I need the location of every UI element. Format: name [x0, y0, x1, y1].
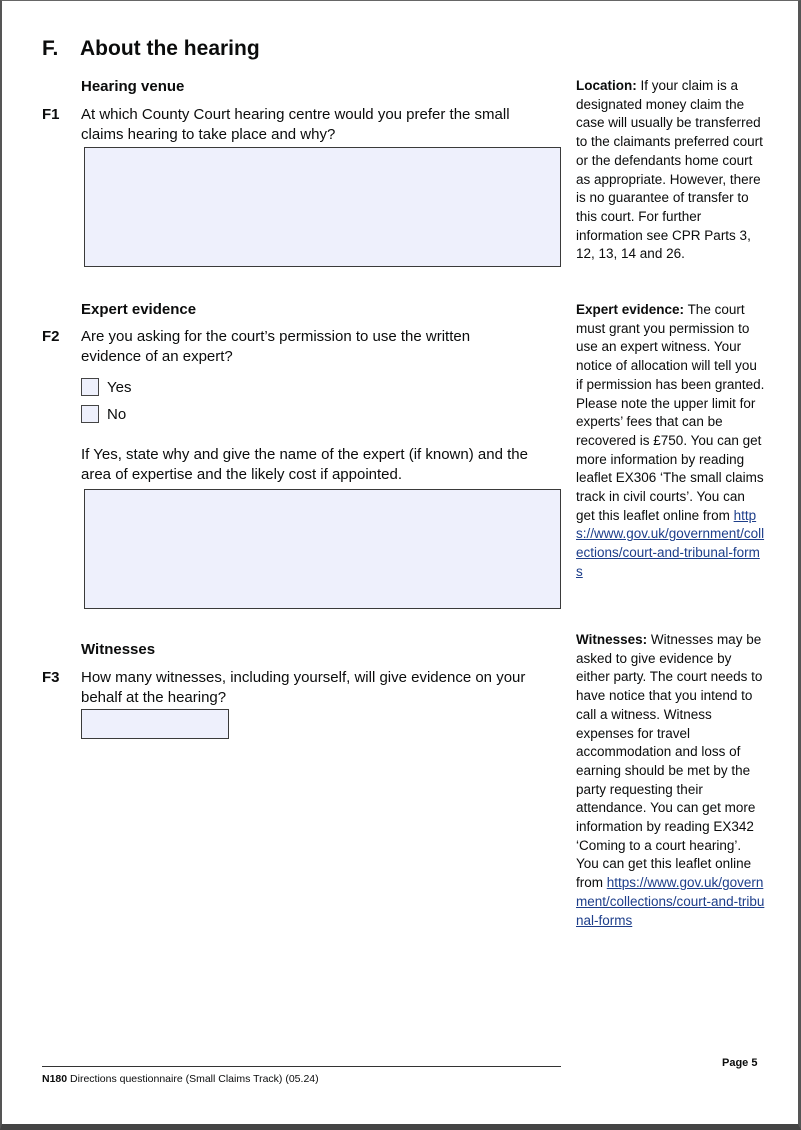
- witness-count-field[interactable]: [81, 709, 229, 739]
- witness-note-label: Witnesses:: [576, 632, 648, 647]
- yes-checkbox[interactable]: [81, 378, 99, 396]
- question-f3-line2: behalf at the hearing?: [81, 689, 227, 706]
- expert-note-link[interactable]: https://www.gov.uk/government/collections/court-and-tribunal-forms: [576, 507, 765, 579]
- option-no[interactable]: [81, 405, 126, 423]
- witness-note: [576, 631, 766, 930]
- hearing-centre-field[interactable]: [84, 147, 561, 267]
- question-number-f3: F3: [42, 669, 60, 686]
- page-number: Page 5: [722, 1057, 758, 1069]
- yes-label: Yes: [107, 378, 132, 396]
- no-checkbox[interactable]: [81, 405, 99, 423]
- question-f2: [81, 327, 561, 367]
- question-f2-line2: evidence of an expert?: [81, 348, 233, 365]
- expert-evidence-heading: Expert evidence: [81, 301, 197, 318]
- expert-note: [576, 301, 766, 582]
- question-f2-line1: Are you asking for the court’s permission to use the written: [81, 328, 471, 345]
- expert-followup-question: [81, 445, 571, 485]
- no-label: No: [107, 405, 127, 423]
- section-letter: F.: [42, 37, 59, 60]
- question-f1-line1: At which County Court hearing centre would you prefer the small: [81, 106, 510, 123]
- witnesses-heading: Witnesses: [81, 641, 156, 658]
- question-number-f2: F2: [42, 328, 60, 345]
- question-f1: [81, 105, 561, 145]
- witness-note-link[interactable]: https://www.gov.uk/government/collections/court-and-tribunal-forms: [576, 875, 765, 928]
- question-f3: [81, 668, 561, 708]
- footer-divider: [42, 1066, 561, 1067]
- option-yes[interactable]: [81, 378, 131, 396]
- expert-note-label: Expert evidence:: [576, 302, 685, 317]
- location-note: [576, 77, 766, 264]
- witness-note-text: Witnesses may be asked to give evidence by either party. The court needs to have notice that you intend to call a witness. Witness expenses for travel accommodation and loss of earning should be met by the party requesting their attendance. You can get more information by reading EX342 ‘Coming to a court hearing’. You can get this leaflet online from: [576, 632, 763, 891]
- expert-details-field[interactable]: [84, 489, 561, 609]
- expert-note-text: The court must grant you permission to use an expert witness. Your notice of allocation will tell you if permission has been granted. Please note the upper limit for experts’ fees that can be recovered is £750. You can get more information by reading leaflet EX306 ‘The small claims track in civil courts’. You can get this leaflet online from: [576, 302, 765, 523]
- question-number-f1: F1: [42, 106, 60, 123]
- form-name: Directions questionnaire (Small Claims Track) (05.24): [70, 1073, 319, 1085]
- form-code: N180: [42, 1073, 68, 1085]
- form-footer: [42, 1073, 319, 1085]
- section-heading: About the hearing: [80, 37, 260, 60]
- section-title: [42, 37, 260, 61]
- location-note-label: Location:: [576, 78, 637, 93]
- expert-followup-line2: area of expertise and the likely cost if appointed.: [81, 466, 403, 483]
- question-f1-line2: claims hearing to take place and why?: [81, 126, 336, 143]
- location-note-text: If your claim is a designated money claim the case will usually be transferred to the claimants preferred court or the defendants home court as appropriate. However, there is no guarantee of transfer to this court. For further information see CPR Parts 3, 12, 13, 14 and 26.: [576, 78, 763, 262]
- expert-followup-line1: If Yes, state why and give the name of the expert (if known) and the: [81, 446, 528, 463]
- question-f3-line1: How many witnesses, including yourself, will give evidence on your: [81, 669, 526, 686]
- hearing-venue-heading: Hearing venue: [81, 78, 185, 95]
